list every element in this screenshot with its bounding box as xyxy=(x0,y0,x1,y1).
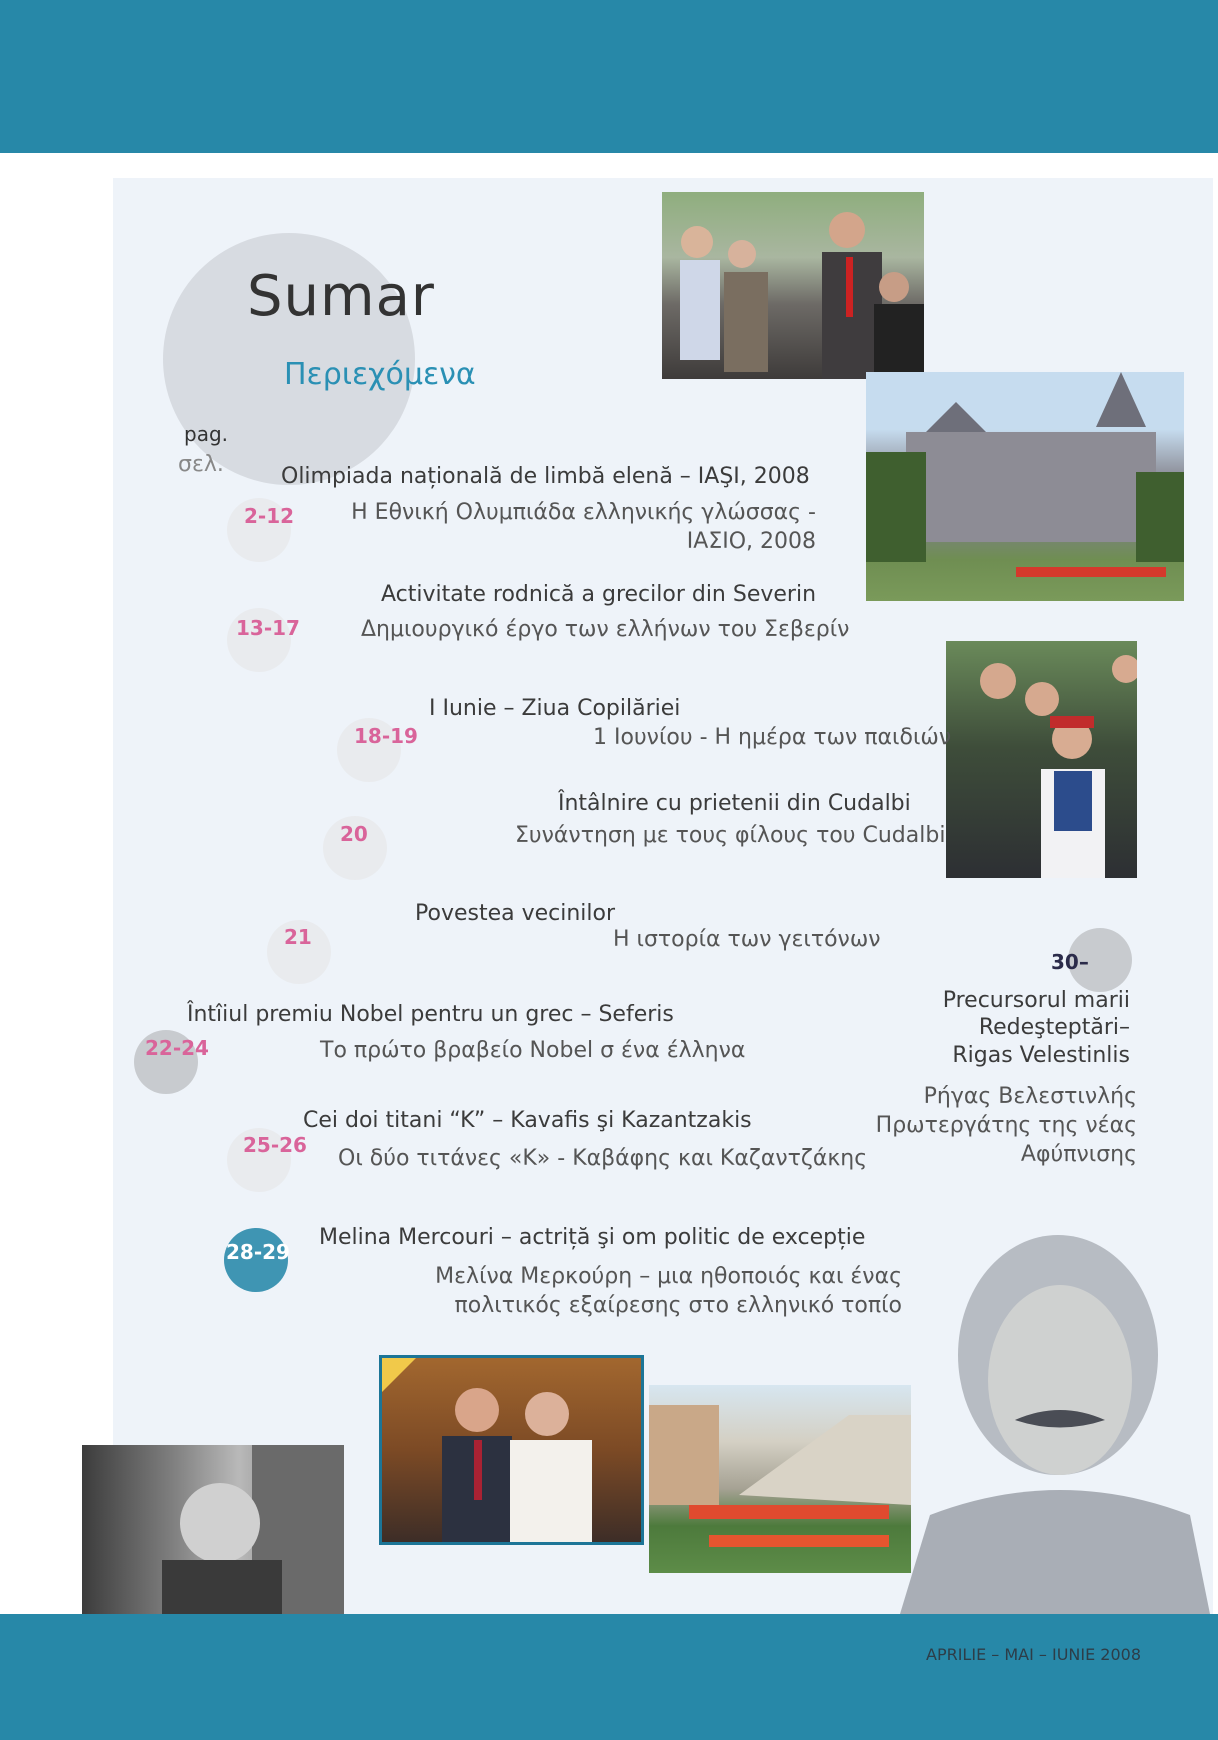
entry-title-ro: Povestea vecinilor xyxy=(415,901,616,926)
entry-title-ro: Întâlnire cu prietenii din Cudalbi xyxy=(558,791,911,816)
issue-date: APRILIE – MAI – IUNIE 2008 xyxy=(926,1645,1142,1664)
side-entry-ro: Precursorul marii xyxy=(942,988,1130,1013)
entry-title-ro: Olimpiada națională de limbă elenă – IAŞI, 2008 xyxy=(281,464,810,489)
pag-label: pag. xyxy=(184,422,229,446)
side-entry-el: Αφύπνισης xyxy=(1020,1142,1137,1167)
page-number: 2-12 xyxy=(244,504,295,528)
handshake-photo xyxy=(662,192,924,379)
page-number: 13-17 xyxy=(236,616,300,640)
entry-title-ro: I Iunie – Ziua Copilăriei xyxy=(429,696,681,721)
page-number: 30– xyxy=(1051,950,1089,974)
entry-title-ro: Activitate rodnică a grecilor din Severin xyxy=(381,582,817,607)
page-number: 28-29 xyxy=(226,1240,290,1264)
rigas-portrait xyxy=(900,1215,1210,1614)
footer-band xyxy=(0,1614,1218,1740)
entry-title-ro: Întîiul premiu Nobel pentru un grec – Seferis xyxy=(187,1002,674,1027)
header-band xyxy=(0,0,1218,153)
page-title: Sumar xyxy=(247,264,435,329)
children-photo xyxy=(946,641,1137,878)
entry-title-el: ΙΑΣΙΟ, 2008 xyxy=(686,529,816,554)
page-number: 25-26 xyxy=(243,1133,307,1157)
page-number: 22-24 xyxy=(145,1036,209,1060)
side-entry-el: Ρήγας Βελεστινλής xyxy=(923,1084,1137,1109)
entry-title-el: 1 Ιουνίου - Η ημέρα των παιδιών xyxy=(593,725,952,750)
entry-title-ro: Melina Mercouri – actriță şi om politic de excepție xyxy=(319,1225,866,1250)
sel-label: σελ. xyxy=(178,452,224,477)
gardens-photo xyxy=(649,1385,911,1573)
side-entry-ro: Redeşteptări– xyxy=(978,1015,1130,1040)
entry-title-ro: Cei doi titani “K” – Kavafis şi Kazantzakis xyxy=(303,1108,752,1133)
presidents-photo xyxy=(379,1355,644,1545)
entry-title-el: Η Εθνική Ολυμπιάδα ελληνικής γλώσσας - xyxy=(351,500,816,525)
entry-title-el: Οι δύο τιτάνες «Κ» - Καβάφης και Καζαντζάκης xyxy=(338,1146,868,1171)
page-number: 20 xyxy=(340,822,368,846)
entry-title-el: Δημιουργικό έργο των ελλήνων του Σεβερίν xyxy=(361,617,850,642)
entry-title-el: πολιτικός εξαίρεσης στο ελληνικό τοπίο xyxy=(454,1293,902,1318)
entry-title-el: Συνάντηση με τους φίλους του Cudalbi xyxy=(515,823,946,848)
entry-title-el: Μελίνα Μερκούρη – μια ηθοποιός και ένας xyxy=(435,1264,902,1289)
palace-photo xyxy=(866,372,1184,601)
page-number: 18-19 xyxy=(354,724,418,748)
side-entry-el: Πρωτεργάτης της νέας xyxy=(875,1113,1137,1138)
page-subtitle: Περιεχόμενα xyxy=(284,357,476,392)
page-number: 21 xyxy=(284,925,312,949)
entry-title-el: Η ιστορία των γειτόνων xyxy=(613,927,881,952)
side-entry-ro: Rigas Velestinlis xyxy=(952,1043,1130,1068)
entry-title-el: Το πρώτο βραβείο Nobel σ ένα έλληνα xyxy=(320,1038,746,1063)
seferis-photo xyxy=(82,1445,344,1634)
